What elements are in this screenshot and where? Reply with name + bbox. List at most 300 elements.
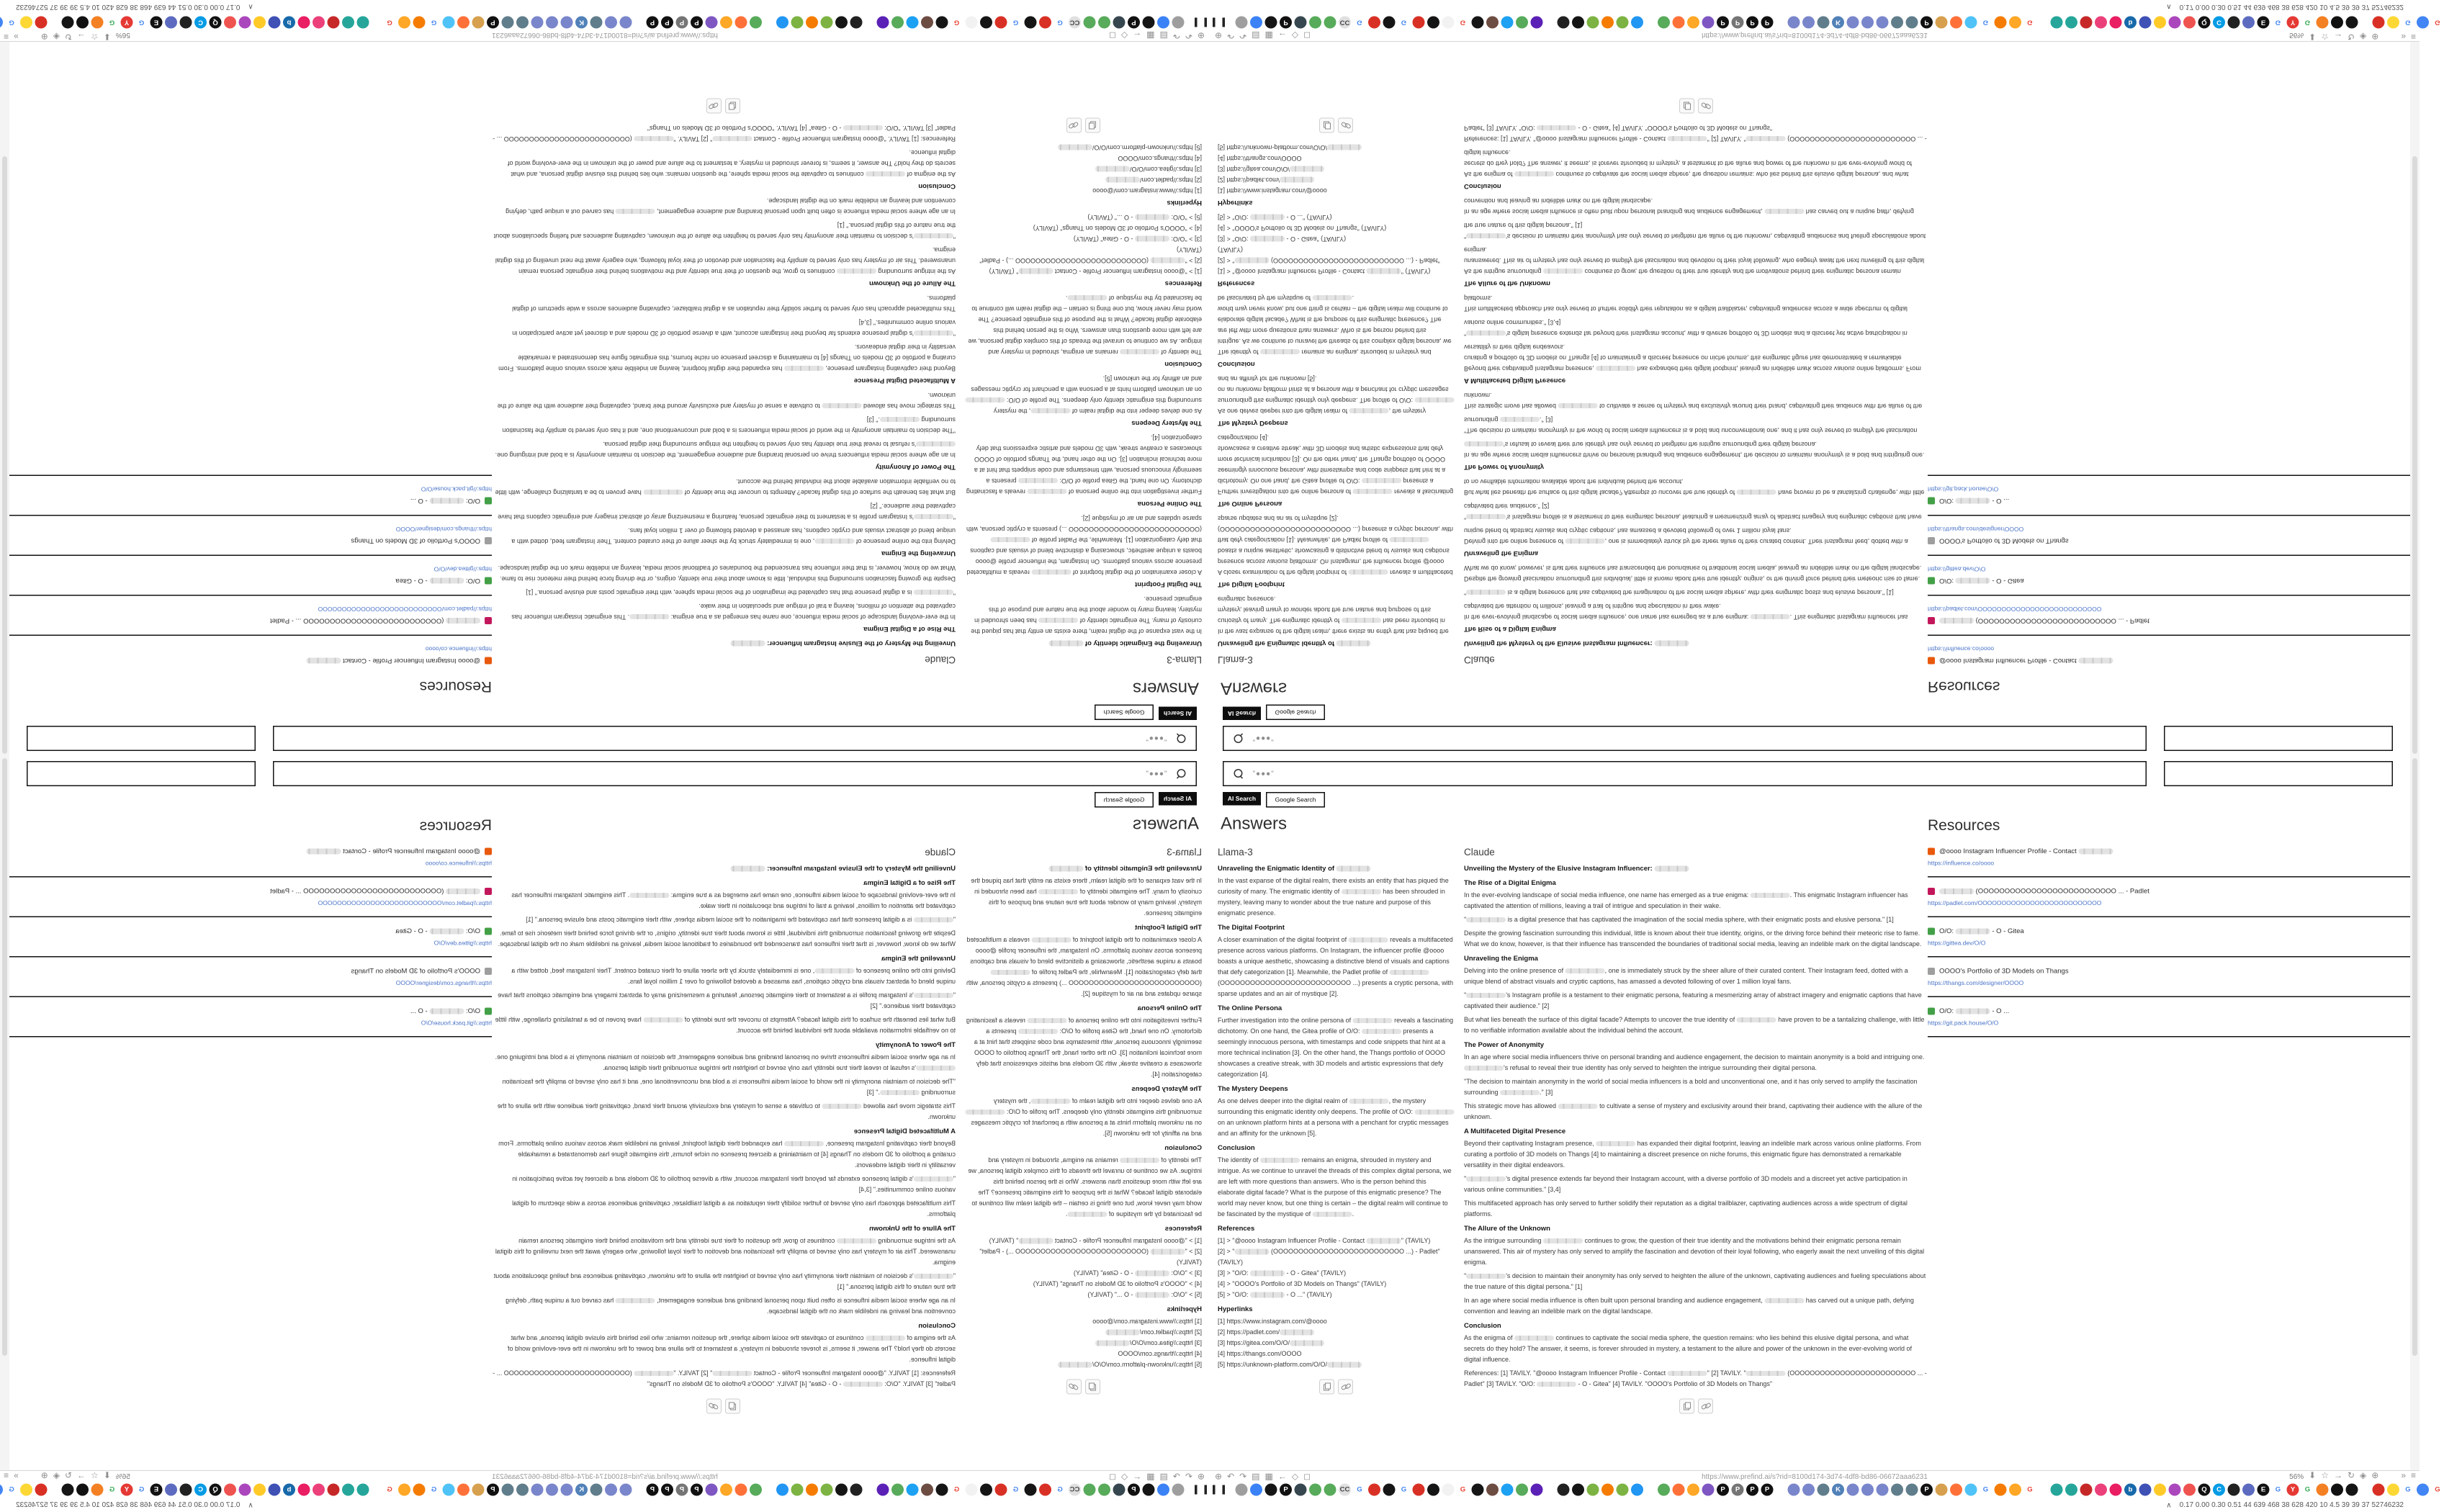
p-bookmark-icon[interactable]: P — [691, 1484, 703, 1496]
robot-bookmark-icon[interactable] — [980, 17, 992, 29]
folder-icon[interactable]: ▤ — [1252, 30, 1260, 40]
shield-icon[interactable]: ◇ — [1120, 30, 1128, 40]
stack-bookmark-icon[interactable] — [2317, 17, 2329, 29]
share-link-button[interactable] — [1698, 1399, 1713, 1414]
ring-bookmark-icon[interactable] — [298, 1484, 310, 1496]
chick-bookmark-icon[interactable] — [20, 17, 32, 29]
google-search-button[interactable]: Google Search — [1266, 792, 1325, 808]
resource-url[interactable]: https://thangs.com/designer/OOOO — [1928, 979, 2024, 986]
fish-bookmark-icon[interactable] — [1906, 1484, 1918, 1496]
firefox-bookmark-icon[interactable] — [720, 17, 732, 29]
gitea-bookmark-icon[interactable] — [1658, 17, 1670, 29]
google-bookmark-icon[interactable]: G — [135, 1484, 148, 1496]
gitea-bookmark-icon[interactable] — [1098, 1484, 1110, 1496]
cross-bookmark-icon[interactable] — [2139, 17, 2152, 29]
teal-bookmark-icon[interactable] — [2065, 17, 2077, 29]
tab-count-badge[interactable]: 5 — [27, 32, 32, 40]
p-bookmark-icon[interactable]: P — [676, 17, 688, 29]
p-bookmark-icon[interactable]: P — [1920, 1484, 1933, 1496]
undo-icon[interactable]: ↶ — [1227, 30, 1235, 40]
folder-icon[interactable]: ▤ — [1159, 1472, 1168, 1482]
google-bookmark-icon[interactable]: G — [2402, 17, 2414, 29]
trash-icon[interactable]: ▦ — [1264, 1472, 1273, 1482]
gitea-bookmark-icon[interactable] — [1324, 1484, 1336, 1496]
chevrons-icon[interactable]: » — [2401, 1470, 2406, 1480]
y-bookmark-icon[interactable]: Y — [121, 1484, 133, 1496]
cube-bookmark-icon[interactable] — [850, 1484, 863, 1496]
birds-bookmark-icon[interactable] — [546, 1484, 558, 1496]
flower-bookmark-icon[interactable] — [791, 17, 804, 29]
google-bookmark-icon[interactable]: G — [2024, 1484, 2036, 1496]
google-bookmark-icon[interactable]: G — [2272, 17, 2284, 29]
robot-bookmark-icon[interactable] — [1427, 1484, 1439, 1496]
target-bookmark-icon[interactable] — [35, 17, 48, 29]
gitea-bookmark-icon[interactable] — [750, 1484, 762, 1496]
dots-bookmark-icon[interactable] — [1157, 1484, 1169, 1496]
c-bookmark-icon[interactable]: C — [194, 17, 207, 29]
google-bookmark-icon[interactable]: G — [1980, 1484, 1992, 1496]
google-bookmark-icon[interactable]: G — [2301, 17, 2314, 29]
magnifier-bookmark-icon[interactable] — [313, 17, 325, 29]
copy-answer-button[interactable] — [725, 1399, 740, 1414]
puzzle-bookmark-icon[interactable] — [2242, 17, 2255, 29]
flower-bookmark-icon[interactable] — [1587, 1484, 1599, 1496]
birds-bookmark-icon[interactable] — [605, 17, 617, 29]
chat-bookmark-icon[interactable] — [443, 1484, 455, 1496]
target-bookmark-icon[interactable] — [1368, 17, 1380, 29]
dots-bookmark-icon[interactable] — [1250, 1484, 1262, 1496]
ai-search-button[interactable]: AI Search — [1159, 792, 1197, 806]
target-bookmark-icon[interactable] — [1413, 1484, 1425, 1496]
firefox-bookmark-icon[interactable] — [2009, 17, 2021, 29]
p-bookmark-icon[interactable]: P — [647, 1484, 659, 1496]
google-bookmark-icon[interactable]: G — [428, 1484, 440, 1496]
p-bookmark-icon[interactable]: P — [1732, 17, 1744, 29]
chat-bookmark-icon[interactable] — [443, 17, 455, 29]
smiley-bookmark-icon[interactable] — [253, 1484, 266, 1496]
page-scrollbar[interactable] — [0, 42, 9, 756]
globe-icon[interactable]: ⊕ — [1215, 1472, 1223, 1482]
cube-bookmark-icon[interactable] — [966, 1484, 978, 1496]
gitea-bookmark-icon[interactable] — [891, 17, 904, 29]
cube-bookmark-icon[interactable] — [1558, 17, 1570, 29]
chat-bookmark-icon[interactable] — [1965, 1484, 1977, 1496]
robot-bookmark-icon[interactable] — [980, 1484, 992, 1496]
folder-icon[interactable]: ▤ — [1252, 1472, 1260, 1482]
smiley-bookmark-icon[interactable] — [2154, 17, 2166, 29]
vk-bookmark-icon[interactable]: K — [1832, 1484, 1844, 1496]
resource-url[interactable]: https://git.pack.house/O/O — [1928, 1020, 1999, 1027]
birds-bookmark-icon[interactable] — [620, 1484, 632, 1496]
copy-answer-button[interactable] — [725, 99, 740, 114]
trash-icon[interactable]: ▦ — [1146, 1472, 1155, 1482]
flag-bookmark-icon[interactable] — [1531, 17, 1543, 29]
birds-bookmark-icon[interactable] — [1877, 17, 1889, 29]
dot-bookmark-icon[interactable] — [2228, 17, 2240, 29]
birds-bookmark-icon[interactable] — [546, 17, 558, 29]
google-bookmark-icon[interactable]: G — [2432, 1484, 2444, 1496]
resource-url[interactable]: https://thangs.com/designer/OOOO — [1928, 526, 2024, 533]
flower-bookmark-icon[interactable] — [1587, 17, 1599, 29]
p-bookmark-icon[interactable]: P — [1746, 17, 1758, 29]
zoom-level[interactable]: 56% — [2289, 1472, 2304, 1481]
chevrons-icon[interactable]: » — [14, 1470, 19, 1480]
birds-bookmark-icon[interactable] — [531, 17, 544, 29]
google-bookmark-icon[interactable]: G — [951, 17, 963, 29]
cc-bookmark-icon[interactable]: CC — [1339, 17, 1351, 29]
redo-icon[interactable]: ↷ — [1172, 1472, 1180, 1482]
fish-bookmark-icon[interactable] — [516, 17, 529, 29]
reload-icon[interactable]: ↻ — [64, 1470, 73, 1480]
ring-bookmark-icon[interactable] — [2110, 17, 2122, 29]
robot-bookmark-icon[interactable] — [1025, 1484, 1037, 1496]
birds-bookmark-icon[interactable] — [1877, 1484, 1889, 1496]
birds-bookmark-icon[interactable] — [1802, 17, 1815, 29]
gitea-bookmark-icon[interactable] — [750, 17, 762, 29]
github-bookmark-icon[interactable] — [76, 1484, 89, 1496]
birds-bookmark-icon[interactable] — [1788, 17, 1800, 29]
zoom-level[interactable]: 56% — [2289, 31, 2304, 40]
back-icon[interactable]: ← — [1277, 1472, 1287, 1482]
bookmark-star-icon[interactable]: ☆ — [2321, 32, 2329, 42]
firefox-bookmark-icon[interactable] — [457, 17, 470, 29]
zoom-level[interactable]: 56% — [115, 31, 130, 40]
birds-bookmark-icon[interactable] — [605, 1484, 617, 1496]
pencil-bookmark-icon[interactable] — [1236, 17, 1248, 29]
bookmark-star-icon[interactable]: ☆ — [91, 32, 99, 42]
p-bookmark-icon[interactable]: P — [661, 17, 673, 29]
tab-count-badge[interactable]: 5 — [27, 1472, 32, 1480]
resource-url[interactable]: https://padlet.com/OOOOOOOOOOOOOOOOOOOOOOOOOO — [1928, 899, 2102, 906]
camera-bookmark-icon[interactable] — [224, 1484, 236, 1496]
pinwheel-bookmark-icon[interactable] — [2169, 1484, 2181, 1496]
lock-icon[interactable]: ◻ — [1303, 30, 1311, 40]
cube-bookmark-icon[interactable] — [1442, 1484, 1455, 1496]
copy-answer-button[interactable] — [1085, 118, 1100, 133]
birds-bookmark-icon[interactable] — [1847, 1484, 1859, 1496]
share-link-button[interactable] — [1338, 1380, 1353, 1395]
download-bookmark-icon[interactable] — [1295, 17, 1307, 29]
p-bookmark-icon[interactable]: P — [1746, 1484, 1758, 1496]
address-bar-url[interactable]: https://www.prefind.ai/s?rid=8100d174-3d74-4df8-bd86-06672aaa6231 — [492, 1472, 718, 1481]
reload-icon[interactable]: ↻ — [2347, 1470, 2355, 1480]
menu-icon[interactable]: ≡ — [2410, 32, 2416, 42]
shield-icon[interactable]: ◇ — [1291, 30, 1299, 40]
cube-bookmark-icon[interactable] — [966, 17, 978, 29]
flag-bookmark-icon[interactable] — [877, 17, 889, 29]
camera-bookmark-icon[interactable] — [2183, 17, 2196, 29]
p-bookmark-icon[interactable]: P — [487, 1484, 499, 1496]
pinwheel-bookmark-icon[interactable] — [239, 1484, 251, 1496]
saturn-bookmark-icon[interactable] — [706, 1484, 718, 1496]
resource-url[interactable]: https://influence.co/oooo — [425, 645, 492, 652]
zoom-level[interactable]: 56% — [115, 1472, 130, 1481]
p-bookmark-icon[interactable]: P — [1717, 17, 1729, 29]
github-bookmark-icon[interactable] — [2331, 1484, 2343, 1496]
google-bookmark-icon[interactable]: G — [428, 17, 440, 29]
fish-bookmark-icon[interactable] — [1906, 17, 1918, 29]
firefox-bookmark-icon[interactable] — [1950, 1484, 1962, 1496]
robot-bookmark-icon[interactable] — [2346, 1484, 2358, 1496]
globe-icon[interactable]: ⊕ — [2371, 32, 2379, 42]
axes-bookmark-icon[interactable] — [1995, 1484, 2007, 1496]
tab-count-badge[interactable]: 5 — [2388, 32, 2392, 40]
google-bookmark-icon[interactable]: G — [1457, 17, 1469, 29]
target-bookmark-icon[interactable] — [1368, 1484, 1380, 1496]
teal-bookmark-icon[interactable] — [2065, 1484, 2077, 1496]
github-bookmark-icon[interactable] — [2331, 17, 2343, 29]
resource-url[interactable]: https://thangs.com/designer/OOOO — [395, 979, 492, 986]
p-bookmark-icon[interactable]: P — [676, 1484, 688, 1496]
gitea-bookmark-icon[interactable] — [1084, 1484, 1096, 1496]
q-bookmark-icon[interactable]: Q — [2198, 17, 2211, 29]
birds-bookmark-icon[interactable] — [1861, 17, 1874, 29]
resource-url[interactable]: https://thangs.com/designer/OOOO — [395, 526, 492, 533]
teal-bookmark-icon[interactable] — [2051, 17, 2063, 29]
back-icon[interactable]: ← — [1277, 30, 1287, 40]
shield-bookmark-icon[interactable] — [1486, 17, 1499, 29]
q-bookmark-icon[interactable]: Q — [210, 1484, 222, 1496]
firefox-bookmark-icon[interactable] — [1673, 1484, 1685, 1496]
reload-icon[interactable]: ↻ — [64, 32, 73, 42]
axes-bookmark-icon[interactable] — [413, 17, 426, 29]
globe-icon[interactable]: ⊕ — [2371, 1470, 2379, 1480]
dot-bookmark-icon[interactable] — [180, 17, 192, 29]
google-bookmark-icon[interactable]: G — [6, 17, 18, 29]
resource-url[interactable]: https://git.pack.house/O/O — [421, 1020, 492, 1027]
resource-url[interactable]: https://gittea.dev/O/O — [433, 940, 492, 947]
resource-url[interactable]: https://gittea.dev/O/O — [433, 565, 492, 572]
page-scrollbar[interactable] — [2410, 42, 2420, 756]
resource-url[interactable]: https://gittea.dev/O/O — [1928, 940, 1986, 947]
cube-bookmark-icon[interactable] — [1558, 1484, 1570, 1496]
undo-icon[interactable]: ↶ — [1185, 30, 1192, 40]
lock-icon[interactable]: ◻ — [1108, 30, 1116, 40]
target-bookmark-icon[interactable] — [35, 1484, 48, 1496]
face-bookmark-icon[interactable] — [1936, 1484, 1948, 1496]
google-bookmark-icon[interactable]: G — [1010, 1484, 1022, 1496]
menu-icon[interactable]: ≡ — [2410, 1470, 2416, 1480]
pencil-bookmark-icon[interactable] — [1236, 1484, 1248, 1496]
vk-bookmark-icon[interactable]: K — [575, 1484, 588, 1496]
target-bookmark-icon[interactable] — [2373, 17, 2385, 29]
c-bookmark-icon[interactable]: C — [2213, 17, 2225, 29]
firefox-bookmark-icon[interactable] — [1687, 17, 1699, 29]
resource-url[interactable]: https://influence.co/oooo — [1928, 860, 1995, 867]
axes-bookmark-icon[interactable] — [413, 1484, 426, 1496]
google-bookmark-icon[interactable]: G — [1354, 1484, 1366, 1496]
komo-bookmark-icon[interactable] — [2080, 17, 2093, 29]
robot-bookmark-icon[interactable] — [936, 1484, 948, 1496]
redo-icon[interactable]: ↷ — [1239, 1472, 1247, 1482]
b-bookmark-icon[interactable]: b — [283, 17, 295, 29]
y-bookmark-icon[interactable]: Y — [2287, 17, 2299, 29]
google-bookmark-icon[interactable]: G — [2024, 17, 2036, 29]
shield-bookmark-icon[interactable] — [1486, 1484, 1499, 1496]
menu-icon[interactable]: ≡ — [4, 32, 9, 42]
bookmark-star-icon[interactable]: ☆ — [91, 1470, 99, 1480]
google-bookmark-icon[interactable]: G — [2301, 1484, 2314, 1496]
fish-bookmark-icon[interactable] — [1818, 1484, 1830, 1496]
gitea-bookmark-icon[interactable] — [891, 1484, 904, 1496]
address-bar-url[interactable]: https://www.prefind.ai/s?rid=8100d174-3d74-4df8-bd86-06672aaa6231 — [1702, 1472, 1928, 1481]
robot-bookmark-icon[interactable] — [1472, 17, 1484, 29]
robot-bookmark-icon[interactable] — [835, 1484, 848, 1496]
chick-bookmark-icon[interactable] — [20, 1484, 32, 1496]
robot-bookmark-icon[interactable] — [1383, 1484, 1396, 1496]
search-bookmark-icon[interactable] — [1631, 17, 1643, 29]
target-bookmark-icon[interactable] — [1413, 17, 1425, 29]
google-bookmark-icon[interactable]: G — [1398, 1484, 1410, 1496]
c-bookmark-icon[interactable]: C — [194, 1484, 207, 1496]
menu-icon[interactable]: ≡ — [4, 1470, 9, 1480]
google-bookmark-icon[interactable]: G — [1054, 17, 1066, 29]
cross-bookmark-icon[interactable] — [269, 17, 281, 29]
firefox-bookmark-icon[interactable] — [1673, 17, 1685, 29]
target-bookmark-icon[interactable] — [2373, 1484, 2385, 1496]
grid-bookmark-icon[interactable] — [0, 17, 3, 29]
search-bookmark-icon[interactable] — [1631, 1484, 1643, 1496]
redo-icon[interactable]: ↷ — [1172, 30, 1180, 40]
magnifier-bookmark-icon[interactable] — [2095, 17, 2107, 29]
gitea-bookmark-icon[interactable] — [1309, 17, 1321, 29]
fish-bookmark-icon[interactable] — [502, 17, 514, 29]
y-bookmark-icon[interactable]: Y — [121, 17, 133, 29]
resource-url[interactable]: https://gittea.dev/O/O — [1928, 565, 1986, 572]
ai-search-button[interactable]: AI Search — [1159, 707, 1197, 721]
birds-bookmark-icon[interactable] — [1861, 1484, 1874, 1496]
share-link-button[interactable] — [1698, 99, 1713, 114]
magnifier-bookmark-icon[interactable] — [2095, 1484, 2107, 1496]
p-bookmark-icon[interactable]: P — [1732, 1484, 1744, 1496]
ai-search-button[interactable]: AI Search — [1223, 707, 1261, 721]
puzzle-bookmark-icon[interactable] — [165, 17, 177, 29]
flower-bookmark-icon[interactable] — [1617, 1484, 1629, 1496]
firefox-bookmark-icon[interactable] — [1687, 1484, 1699, 1496]
target-bookmark-icon[interactable] — [995, 17, 1007, 29]
forward-icon[interactable]: → — [2333, 32, 2342, 42]
birds-bookmark-icon[interactable] — [1847, 17, 1859, 29]
bookmark-star-icon[interactable]: ☆ — [2321, 1470, 2329, 1480]
google-bookmark-icon[interactable]: G — [1354, 17, 1366, 29]
twitter-bookmark-icon[interactable] — [907, 17, 919, 29]
google-bookmark-icon[interactable]: G — [951, 1484, 963, 1496]
download-icon[interactable]: ⬇ — [2309, 32, 2317, 42]
birds-bookmark-icon[interactable] — [620, 17, 632, 29]
back-icon[interactable]: ← — [1133, 30, 1142, 40]
komo-bookmark-icon[interactable] — [328, 1484, 340, 1496]
firefox-bookmark-icon[interactable] — [735, 17, 747, 29]
saturn-bookmark-icon[interactable] — [1702, 17, 1715, 29]
robot-bookmark-icon[interactable] — [2346, 17, 2358, 29]
github-bookmark-icon[interactable] — [76, 17, 89, 29]
orb-bookmark-icon[interactable] — [806, 17, 818, 29]
y-bookmark-icon[interactable]: Y — [2287, 1484, 2299, 1496]
p-bookmark-icon[interactable]: P — [487, 17, 499, 29]
copy-answer-button[interactable] — [1679, 1399, 1694, 1414]
p-bookmark-icon[interactable]: P — [1280, 1484, 1292, 1496]
gitea-bookmark-icon[interactable] — [1098, 17, 1110, 29]
page-scrollbar[interactable] — [0, 756, 9, 1470]
q-bookmark-icon[interactable]: Q — [2198, 1484, 2211, 1496]
p-bookmark-icon[interactable]: P — [1717, 1484, 1729, 1496]
robot-bookmark-icon[interactable] — [1143, 1484, 1155, 1496]
download-icon[interactable]: ⬇ — [103, 1470, 111, 1480]
stack-bookmark-icon[interactable] — [2317, 1484, 2329, 1496]
secondary-search-box[interactable] — [27, 761, 256, 786]
pinwheel-bookmark-icon[interactable] — [2169, 17, 2181, 29]
fish-bookmark-icon[interactable] — [1891, 17, 1903, 29]
ai-search-button[interactable]: AI Search — [1223, 792, 1261, 806]
cc-bookmark-icon[interactable]: CC — [1069, 1484, 1081, 1496]
google-bookmark-icon[interactable]: G — [106, 1484, 118, 1496]
dots-bookmark-icon[interactable] — [1250, 17, 1262, 29]
p-bookmark-icon[interactable]: P — [1280, 17, 1292, 29]
pencil-bookmark-icon[interactable] — [1172, 17, 1185, 29]
pinwheel-bookmark-icon[interactable] — [239, 17, 251, 29]
face-bookmark-icon[interactable] — [472, 17, 485, 29]
face-bookmark-icon[interactable] — [1936, 17, 1948, 29]
firefox-bookmark-icon[interactable] — [720, 1484, 732, 1496]
b-bookmark-icon[interactable]: b — [2124, 17, 2137, 29]
trash-icon[interactable]: ▦ — [1146, 30, 1155, 40]
search-bookmark-icon[interactable] — [776, 17, 789, 29]
robot-bookmark-icon[interactable] — [1143, 17, 1155, 29]
saturn-bookmark-icon[interactable] — [706, 17, 718, 29]
firefox-bookmark-icon[interactable] — [735, 1484, 747, 1496]
gitea-bookmark-icon[interactable] — [1658, 1484, 1670, 1496]
saturn-bookmark-icon[interactable] — [1702, 1484, 1715, 1496]
cc-bookmark-icon[interactable]: CC — [1339, 1484, 1351, 1496]
teal-bookmark-icon[interactable] — [342, 17, 354, 29]
extensions-icon[interactable]: ◈ — [53, 1470, 60, 1480]
gitea-bookmark-icon[interactable] — [1084, 17, 1096, 29]
puzzle-bookmark-icon[interactable] — [165, 1484, 177, 1496]
robot-bookmark-icon[interactable] — [1383, 17, 1396, 29]
resource-url[interactable]: https://padlet.com/OOOOOOOOOOOOOOOOOOOOOOOOOO — [318, 899, 492, 906]
firefox-bookmark-icon[interactable] — [2009, 1484, 2021, 1496]
share-link-button[interactable] — [706, 99, 722, 114]
birds-bookmark-icon[interactable] — [531, 1484, 544, 1496]
google-bookmark-icon[interactable]: G — [1054, 1484, 1066, 1496]
fish-bookmark-icon[interactable] — [502, 1484, 514, 1496]
target-bookmark-icon[interactable] — [1039, 1484, 1051, 1496]
dot-bookmark-icon[interactable] — [180, 1484, 192, 1496]
google-bookmark-icon[interactable]: G — [2432, 17, 2444, 29]
gitea-bookmark-icon[interactable] — [1324, 17, 1336, 29]
resource-url[interactable]: https://git.pack.house/O/O — [1928, 485, 1999, 492]
download-bookmark-icon[interactable] — [1295, 1484, 1307, 1496]
grid-bookmark-icon[interactable] — [2417, 17, 2429, 29]
e-bookmark-icon[interactable]: E — [150, 1484, 163, 1496]
globe-icon[interactable]: ⊕ — [40, 1470, 48, 1480]
copy-answer-button[interactable] — [1679, 99, 1694, 114]
copy-answer-button[interactable] — [1319, 1380, 1334, 1395]
smiley-bookmark-icon[interactable] — [253, 17, 266, 29]
birds-bookmark-icon[interactable] — [1802, 1484, 1815, 1496]
firefox-bookmark-icon[interactable] — [398, 17, 410, 29]
copy-answer-button[interactable] — [1319, 118, 1334, 133]
fish-bookmark-icon[interactable] — [590, 1484, 603, 1496]
search-input[interactable] — [1223, 726, 2147, 751]
reload-icon[interactable]: ↻ — [2347, 32, 2355, 42]
share-link-button[interactable] — [1066, 118, 1082, 133]
flower-bookmark-icon[interactable] — [821, 1484, 833, 1496]
p-bookmark-icon[interactable]: P — [1128, 17, 1140, 29]
google-bookmark-icon[interactable]: G — [106, 17, 118, 29]
robot-bookmark-icon[interactable] — [1572, 17, 1584, 29]
google-search-button[interactable]: Google Search — [1095, 792, 1154, 808]
